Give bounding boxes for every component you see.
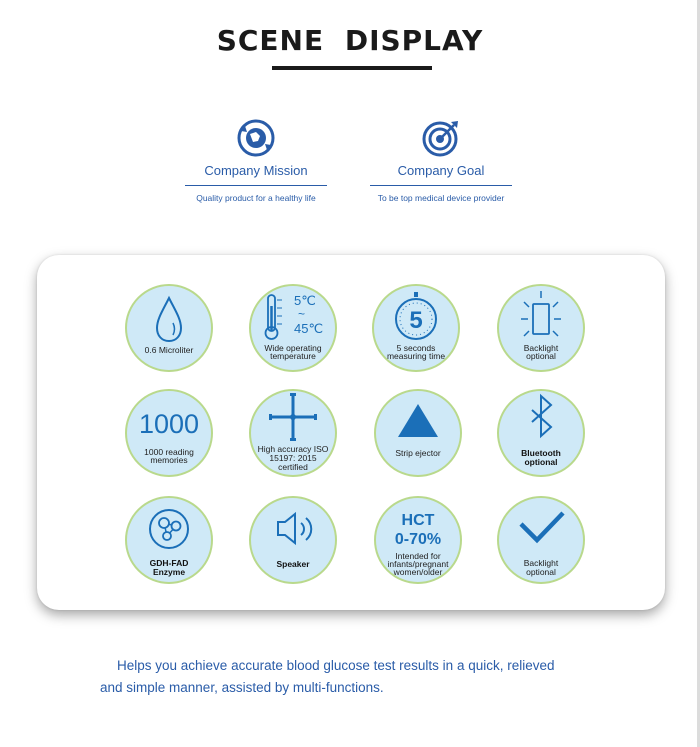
mission-divider: [185, 185, 327, 186]
feature-backlight-label-1: Backlight: [523, 343, 559, 353]
mission-title: Company Mission: [204, 163, 308, 178]
hct-range: 0-70%: [394, 531, 442, 548]
feature-backlight-check-label-1: Backlight: [523, 558, 559, 568]
feature-speaker: [249, 496, 337, 584]
stopwatch-digit: 5: [409, 307, 423, 334]
feature-memories: [125, 389, 213, 477]
feature-speaker-label: Speaker: [276, 559, 310, 569]
feature-microliter-label: 0.6 Microliter: [144, 345, 194, 355]
feature-measuring-label-1: 5 seconds: [396, 343, 436, 353]
feature-temperature-label-1: Wide operating: [264, 343, 322, 353]
title-underline: [272, 66, 432, 70]
footer-line-2: and simple manner, assisted by multi-functions.: [100, 680, 384, 695]
feature-temperature-label-2: temperature: [270, 351, 316, 361]
feature-hct: [374, 496, 462, 584]
triangle-up-icon: [376, 391, 460, 475]
feature-memories-label-1: 1000 reading: [144, 447, 194, 457]
blood-drop-icon: [127, 286, 211, 370]
feature-hct-label-1: Intended for: [395, 551, 441, 561]
feature-enzyme: [125, 496, 213, 584]
feature-bluetooth-label-1: Bluetooth: [521, 448, 561, 458]
feature-measuring-time: [372, 284, 460, 372]
mission-description: Quality product for a healthy life: [196, 193, 316, 203]
company-mission: [185, 118, 327, 203]
globe-arrows-icon: [236, 118, 276, 158]
goal-divider: [370, 185, 512, 186]
feature-backlight: [497, 284, 585, 372]
goal-title: Company Goal: [397, 163, 485, 178]
temp-low-text: 45℃: [294, 321, 324, 336]
goal-description: To be top medical device provider: [377, 193, 505, 203]
memories-number: 1000: [138, 409, 200, 439]
temp-tilde-text: ~: [298, 307, 306, 321]
feature-temperature: [249, 284, 337, 372]
feature-memories-label-2: memories: [150, 455, 188, 465]
feature-backlight-check: [497, 496, 585, 584]
speaker-icon: [251, 498, 335, 582]
footer-line-1: Helps you achieve accurate blood glucose test results in a quick, relieved: [117, 658, 555, 673]
feature-microliter: [125, 284, 213, 372]
feature-accuracy-label-1: High accuracy ISO: [257, 444, 329, 454]
feature-strip-ejector: [374, 389, 462, 477]
temp-high-text: 5℃: [294, 293, 316, 308]
feature-bluetooth-label-2: optional: [524, 457, 558, 467]
feature-backlight-check-label-2: optional: [526, 567, 556, 577]
feature-measuring-label-2: measuring time: [386, 351, 446, 361]
page-title: SCENE DISPLAY: [216, 24, 484, 57]
feature-hct-label-3: women/older: [393, 567, 443, 577]
company-goal: [370, 118, 512, 203]
target-icon: [421, 118, 461, 158]
feature-accuracy-label-2: 15197: 2015: [269, 453, 317, 463]
feature-enzyme-label-1: GDH-FAD: [149, 558, 189, 568]
feature-strip-ejector-label: Strip ejector: [395, 448, 441, 458]
feature-enzyme-label-2: Enzyme: [152, 567, 186, 577]
feature-accuracy: [249, 389, 337, 477]
feature-hct-label-2: infants/pregnant: [387, 559, 449, 569]
hct-title: HCT: [401, 512, 435, 529]
footer-description: [100, 655, 620, 699]
feature-backlight-label-2: optional: [526, 351, 556, 361]
feature-accuracy-label-3: certified: [278, 462, 308, 472]
feature-bluetooth: [497, 389, 585, 477]
